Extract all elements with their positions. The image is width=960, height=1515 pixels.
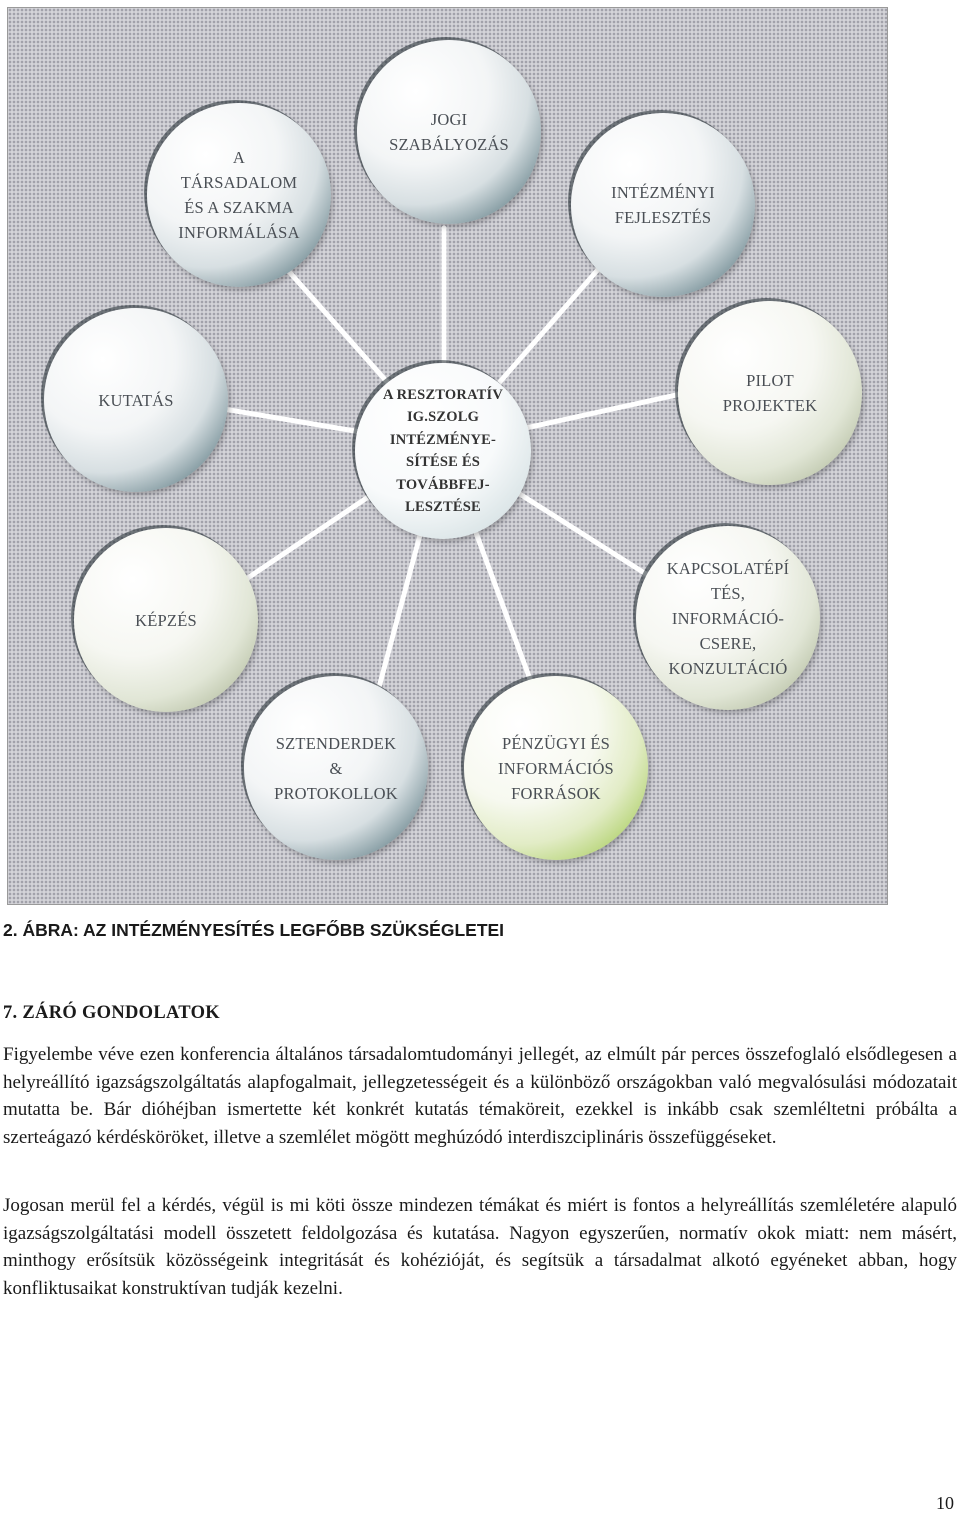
node-label: SZTENDERDEK & PROTOKOLLOK	[274, 733, 398, 803]
node-label: PILOT PROJEKTEK	[722, 371, 818, 415]
diagram-node-legal-regulation	[357, 40, 541, 224]
body-paragraph: Figyelembe véve ezen konferencia általános társadalomtudományi jellegét, az elmúlt pár perces összefoglaló elsődlegesen a helyreállító igazságszolgáltatás alapfogalmait, jellegzetességeit és a különböző országokban való megvalósulási módozatait mutatta be. Bár dióhéjban ismertette két konkrét kutatás témaköreit, ezekkel is inkább csak szemléltetni próbálta a szerteágazó kérdésköröket, illetve a szemlélet mögött meghúzódó interdiszciplináris összefüggéseket.	[3, 1044, 957, 1148]
page-number: 10	[936, 1493, 954, 1513]
diagram-node-standards	[244, 676, 428, 860]
diagram-node-networking	[636, 526, 820, 710]
node-label: KÉPZÉS	[135, 610, 197, 630]
diagram-node-research	[44, 308, 228, 492]
node-label: INTÉZMÉNYI FEJLESZTÉS	[611, 183, 715, 227]
node-label: KAPCSOLATÉPÍ TÉS, INFORMÁCIÓ- CSERE, KONZULTÁCIÓ	[666, 558, 790, 678]
diagram-node-pilot-projects	[678, 301, 862, 485]
diagram-node-institutional-development	[571, 113, 755, 297]
node-label: A TÁRSADALOM ÉS A SZAKMA INFORMÁLÁSA	[178, 148, 300, 242]
center-label: A RESZTORATÍV IG.SZOLG INTÉZMÉNYE- SÍTÉSE ÉS TOVÁBBFEJ- LESZTÉSE	[382, 386, 504, 515]
institutionalization-diagram	[7, 7, 888, 905]
diagram-node-training	[74, 528, 258, 712]
diagram-node-public-information	[147, 103, 331, 287]
diagram-node-financial-resources	[464, 676, 648, 860]
node-label: JOGI SZABÁLYOZÁS	[389, 110, 509, 154]
diagram-center-node	[355, 363, 531, 539]
section-heading: 7. ZÁRÓ GONDOLATOK	[3, 1003, 220, 1023]
body-paragraph: Jogosan merül fel a kérdés, végül is mi köti össze mindezen témákat és miért is fontos a helyreállítás szemléletére alapuló igazságszolgáltatási modell összetett feldolgozása és kutatása. Nagyon egyszerűen, normatív okok miatt: nem másért, minthogy erősítsük közösségeink integritását és kohézióját, és segítsük a társadalmat alkotó egyéneket abban, hogy konfliktusaikat konstruktívan tudják kezelni.	[3, 1195, 957, 1299]
node-label: KUTATÁS	[98, 390, 174, 410]
figure-caption: 2. ÁBRA: AZ INTÉZMÉNYESÍTÉS LEGFŐBB SZÜKSÉGLETEI	[3, 920, 505, 940]
node-label: PÉNZÜGYI ÉS INFORMÁCIÓS FORRÁSOK	[498, 733, 614, 803]
